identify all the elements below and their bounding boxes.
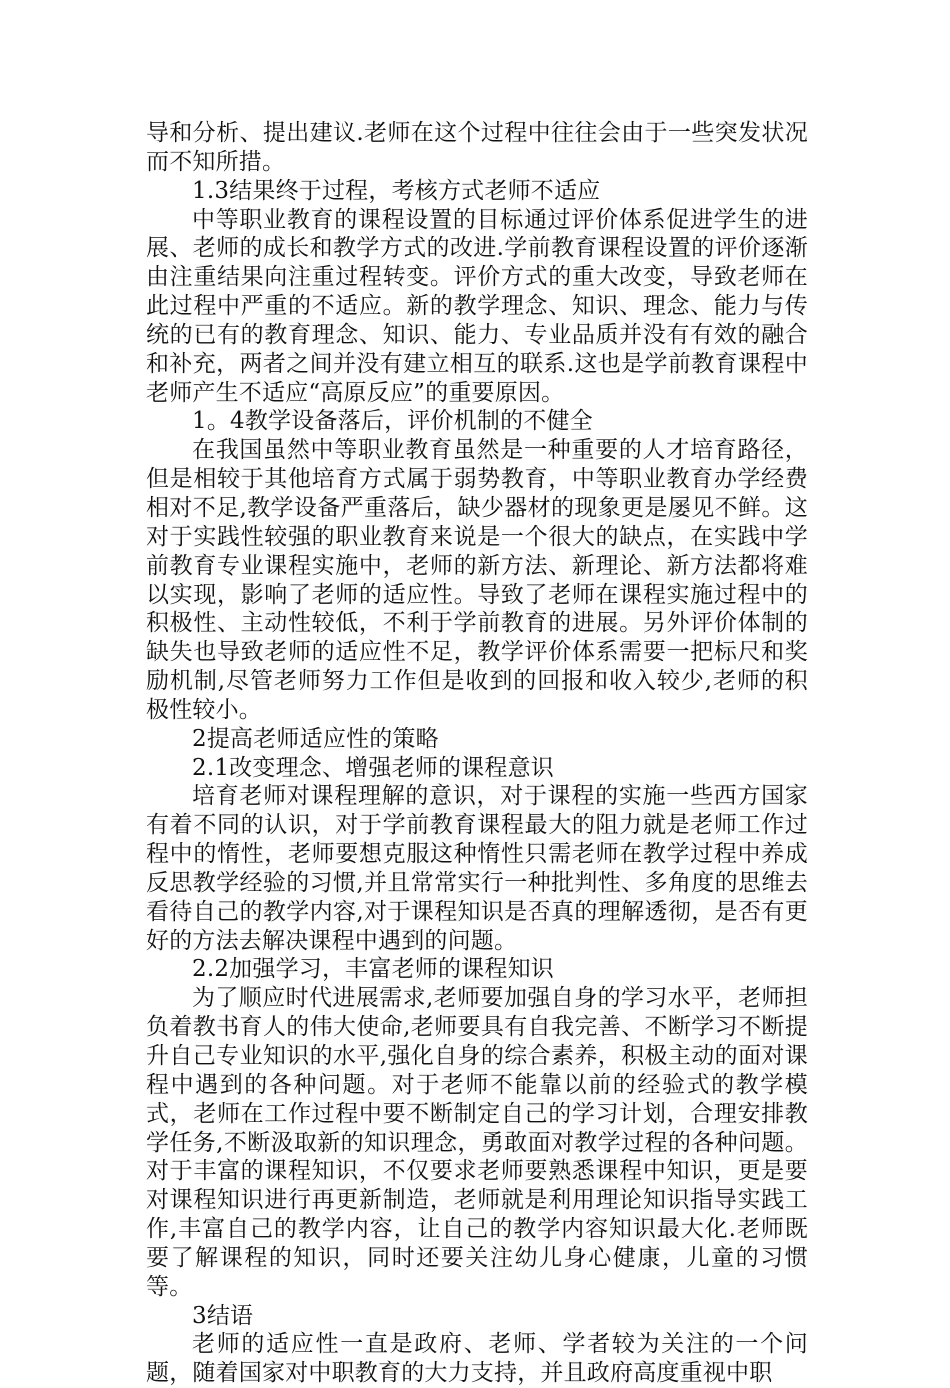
body-paragraph: 培育老师对课程理解的意识，对于课程的实施一些西方国家有着不同的认识，对于学前教育课程最大的阻力就是老师工作过程中的惰性，老师要想克服这种惰性只需老师在教学过程中养成反思教学经验的习惯,并且常常实行一种批判性、多角度的思维去看待自己的教学内容,对于课程知识是否真的理解透彻，是否有更好的方法去解决课程中遇到的问题。	[146, 783, 808, 954]
body-paragraph: 中等职业教育的课程设置的目标通过评价体系促进学生的进展、老师的成长和教学方式的改进.学前教育课程设置的评价逐渐由注重结果向注重过程转变。评价方式的重大改变，导致老师在此过程中严重的不适应。新的教学理念、知识、理念、能力与传统的已有的教育理念、知识、能力、专业品质并没有有效的融合和补充，两者之间并没有建立相互的联系.这也是学前教育课程中老师产生不适应“高原反应”的重要原因。	[146, 206, 808, 406]
section-heading: 1。4教学设备落后，评价机制的不健全	[192, 408, 593, 435]
section-heading: 1.3结果终于过程，考核方式老师不适应	[192, 177, 601, 204]
section-heading: 2提高老师适应性的策略	[192, 725, 439, 752]
section-heading: 3结语	[192, 1302, 254, 1329]
body-paragraph: 老师的适应性一直是政府、老师、学者较为关注的一个问题，随着国家对中职教育的大力支持，并且政府高度重视中职	[146, 1331, 808, 1387]
section-heading: 2.2加强学习，丰富老师的课程知识	[192, 956, 554, 983]
body-paragraph: 在我国虽然中等职业教育虽然是一种重要的人才培育路径，但是相较于其他培育方式属于弱势教育，中等职业教育办学经费相对不足,教学设备严重落后，缺少器材的现象更是屡见不鲜。这对于实践性较强的职业教育来说是一个很大的缺点，在实践中学前教育专业课程实施中，老师的新方法、新理论、新方法都将难以实现，影响了老师的适应性。导致了老师在课程实施过程中的积极性、主动性较低，不利于学前教育的进展。另外评价体制的缺失也导致老师的适应性不足，教学评价体系需要一把标尺和奖励机制,尽管老师努力工作但是收到的回报和收入较少,老师的积极性较小。	[146, 437, 808, 723]
section-heading: 2.1改变理念、增强老师的课程意识	[192, 754, 554, 781]
document-page	[146, 119, 808, 1388]
body-paragraph: 为了顺应时代进展需求,老师要加强自身的学习水平，老师担负着教书育人的伟大使命,老师要具有自我完善、不断学习不断提升自己专业知识的水平,强化自身的综合素养，积极主动的面对课程中遇到的各种问题。对于老师不能靠以前的经验式的教学模式，老师在工作过程中要不断制定自己的学习计划，合理安排教学任务,不断汲取新的知识理念，勇敢面对教学过程的各种问题。对于丰富的课程知识，不仅要求老师要熟悉课程中知识，更是要对课程知识进行再更新制造，老师就是利用理论知识指导实践工作,丰富自己的教学内容，让自己的教学内容知识最大化.老师既要了解课程的知识，同时还要关注幼儿身心健康，儿童的习惯等。	[146, 985, 808, 1300]
body-paragraph: 导和分析、提出建议.老师在这个过程中往往会由于一些突发状况而不知所措。	[146, 120, 808, 175]
